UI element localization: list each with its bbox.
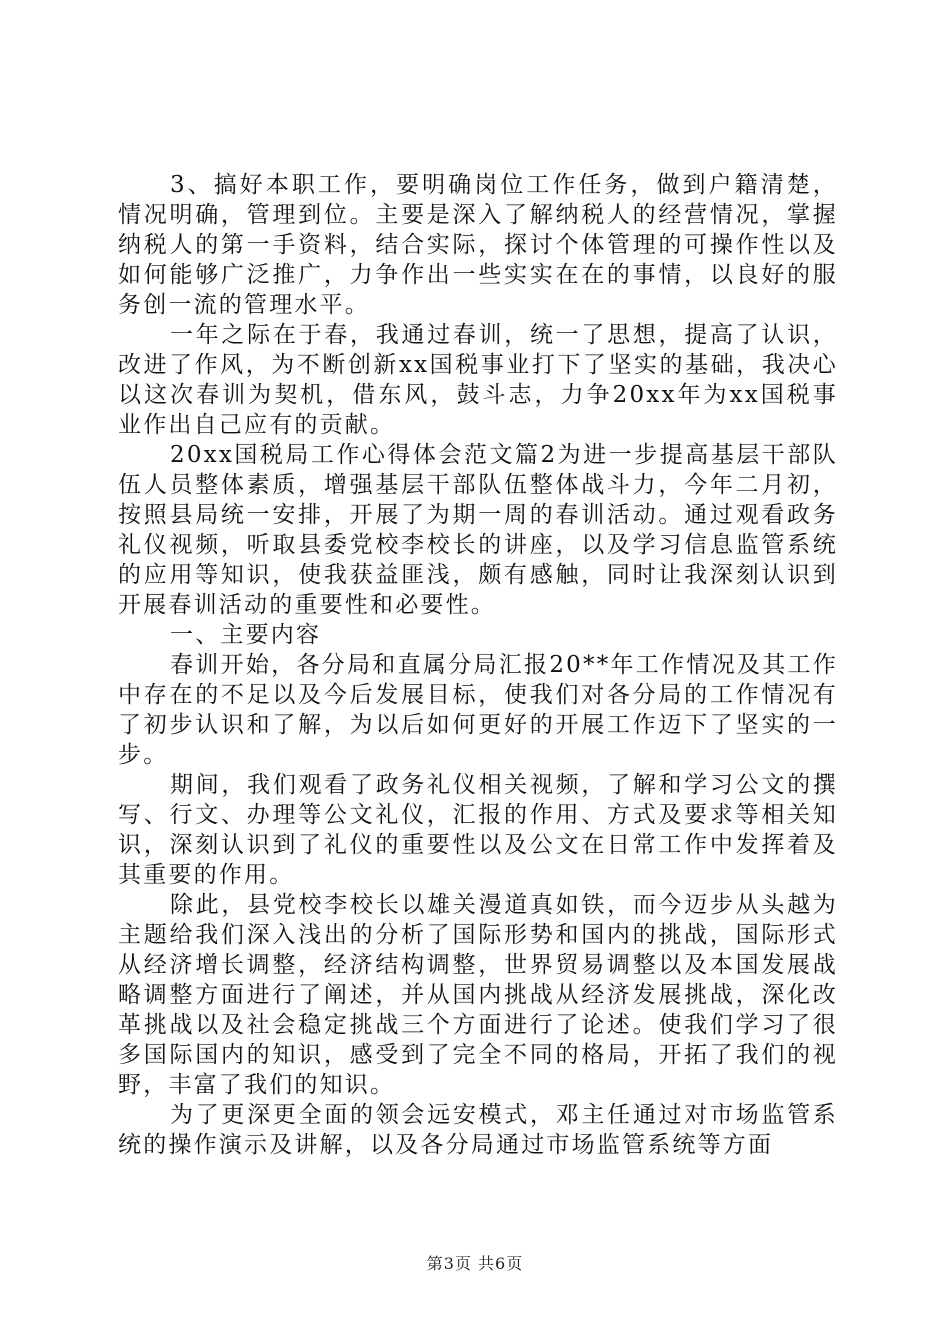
paragraph-supervision-system: 为了更深更全面的领会远安模式，邓主任通过对市场监管系统的操作演示及讲解，以及各分局通过市场监管系统等方面 — [118, 1102, 838, 1158]
page-number-footer: 第3页 共6页 — [426, 1254, 524, 1273]
paragraph-lecture: 除此，县党校李校长以雄关漫道真如铁，而今迈步从头越为主题给我们深入浅出的分析了国际形势和国内的挑战，国际形式从经济增长调整，经济结构调整，世界贸易调整以及本国发展战略调整方面进行了阐述，并从国内挑战从经济发展挑战，深化改革挑战以及社会稳定挑战三个方面进行了论述。使我们学习了很多国际国内的知识，感受到了完全不同的格局，开拓了我们的视野，丰富了我们的知识。 — [118, 892, 838, 1098]
section-heading-main-content: 一、主要内容 — [170, 622, 322, 648]
document-body — [118, 170, 838, 1160]
paragraph-report: 春训开始，各分局和直属分局汇报20**年工作情况及其工作中存在的不足以及今后发展目标，使我们对各分局的工作情况有了初步认识和了解，为以后如何更好的开展工作迈下了坚实的一步。 — [118, 652, 838, 768]
paragraph-spring-training-resolve: 一年之际在于春，我通过春训，统一了思想，提高了认识，改进了作风，为不断创新xx国税事业打下了坚实的基础，我决心以这次春训为契机，借东风，鼓斗志，力争20xx年为xx国税事业作出自己应有的贡献。 — [118, 322, 838, 438]
paragraph-essay-2-intro: 20xx国税局工作心得体会范文篇2为进一步提高基层干部队伍人员整体素质，增强基层干部队伍整体战斗力，今年二月初，按照县局统一安排，开展了为期一周的春训活动。通过观看政务礼仪视频，听取县委党校李校长的讲座，以及学习信息监管系统的应用等知识，使我获益匪浅，颇有感触，同时让我深刻认识到开展春训活动的重要性和必要性。 — [118, 442, 838, 618]
paragraph-etiquette: 期间，我们观看了政务礼仪相关视频，了解和学习公文的撰写、行文、办理等公文礼仪，汇报的作用、方式及要求等相关知识，深刻认识到了礼仪的重要性以及公文在日常工作中发挥着及其重要的作用。 — [118, 772, 838, 888]
paragraph-duty: 3、搞好本职工作，要明确岗位工作任务，做到户籍清楚，情况明确，管理到位。主要是深入了解纳税人的经营情况，掌握纳税人的第一手资料，结合实际，探讨个体管理的可操作性以及如何能够广泛推广，力争作出一些实实在在的事情，以良好的服务创一流的管理水平。 — [118, 172, 838, 318]
